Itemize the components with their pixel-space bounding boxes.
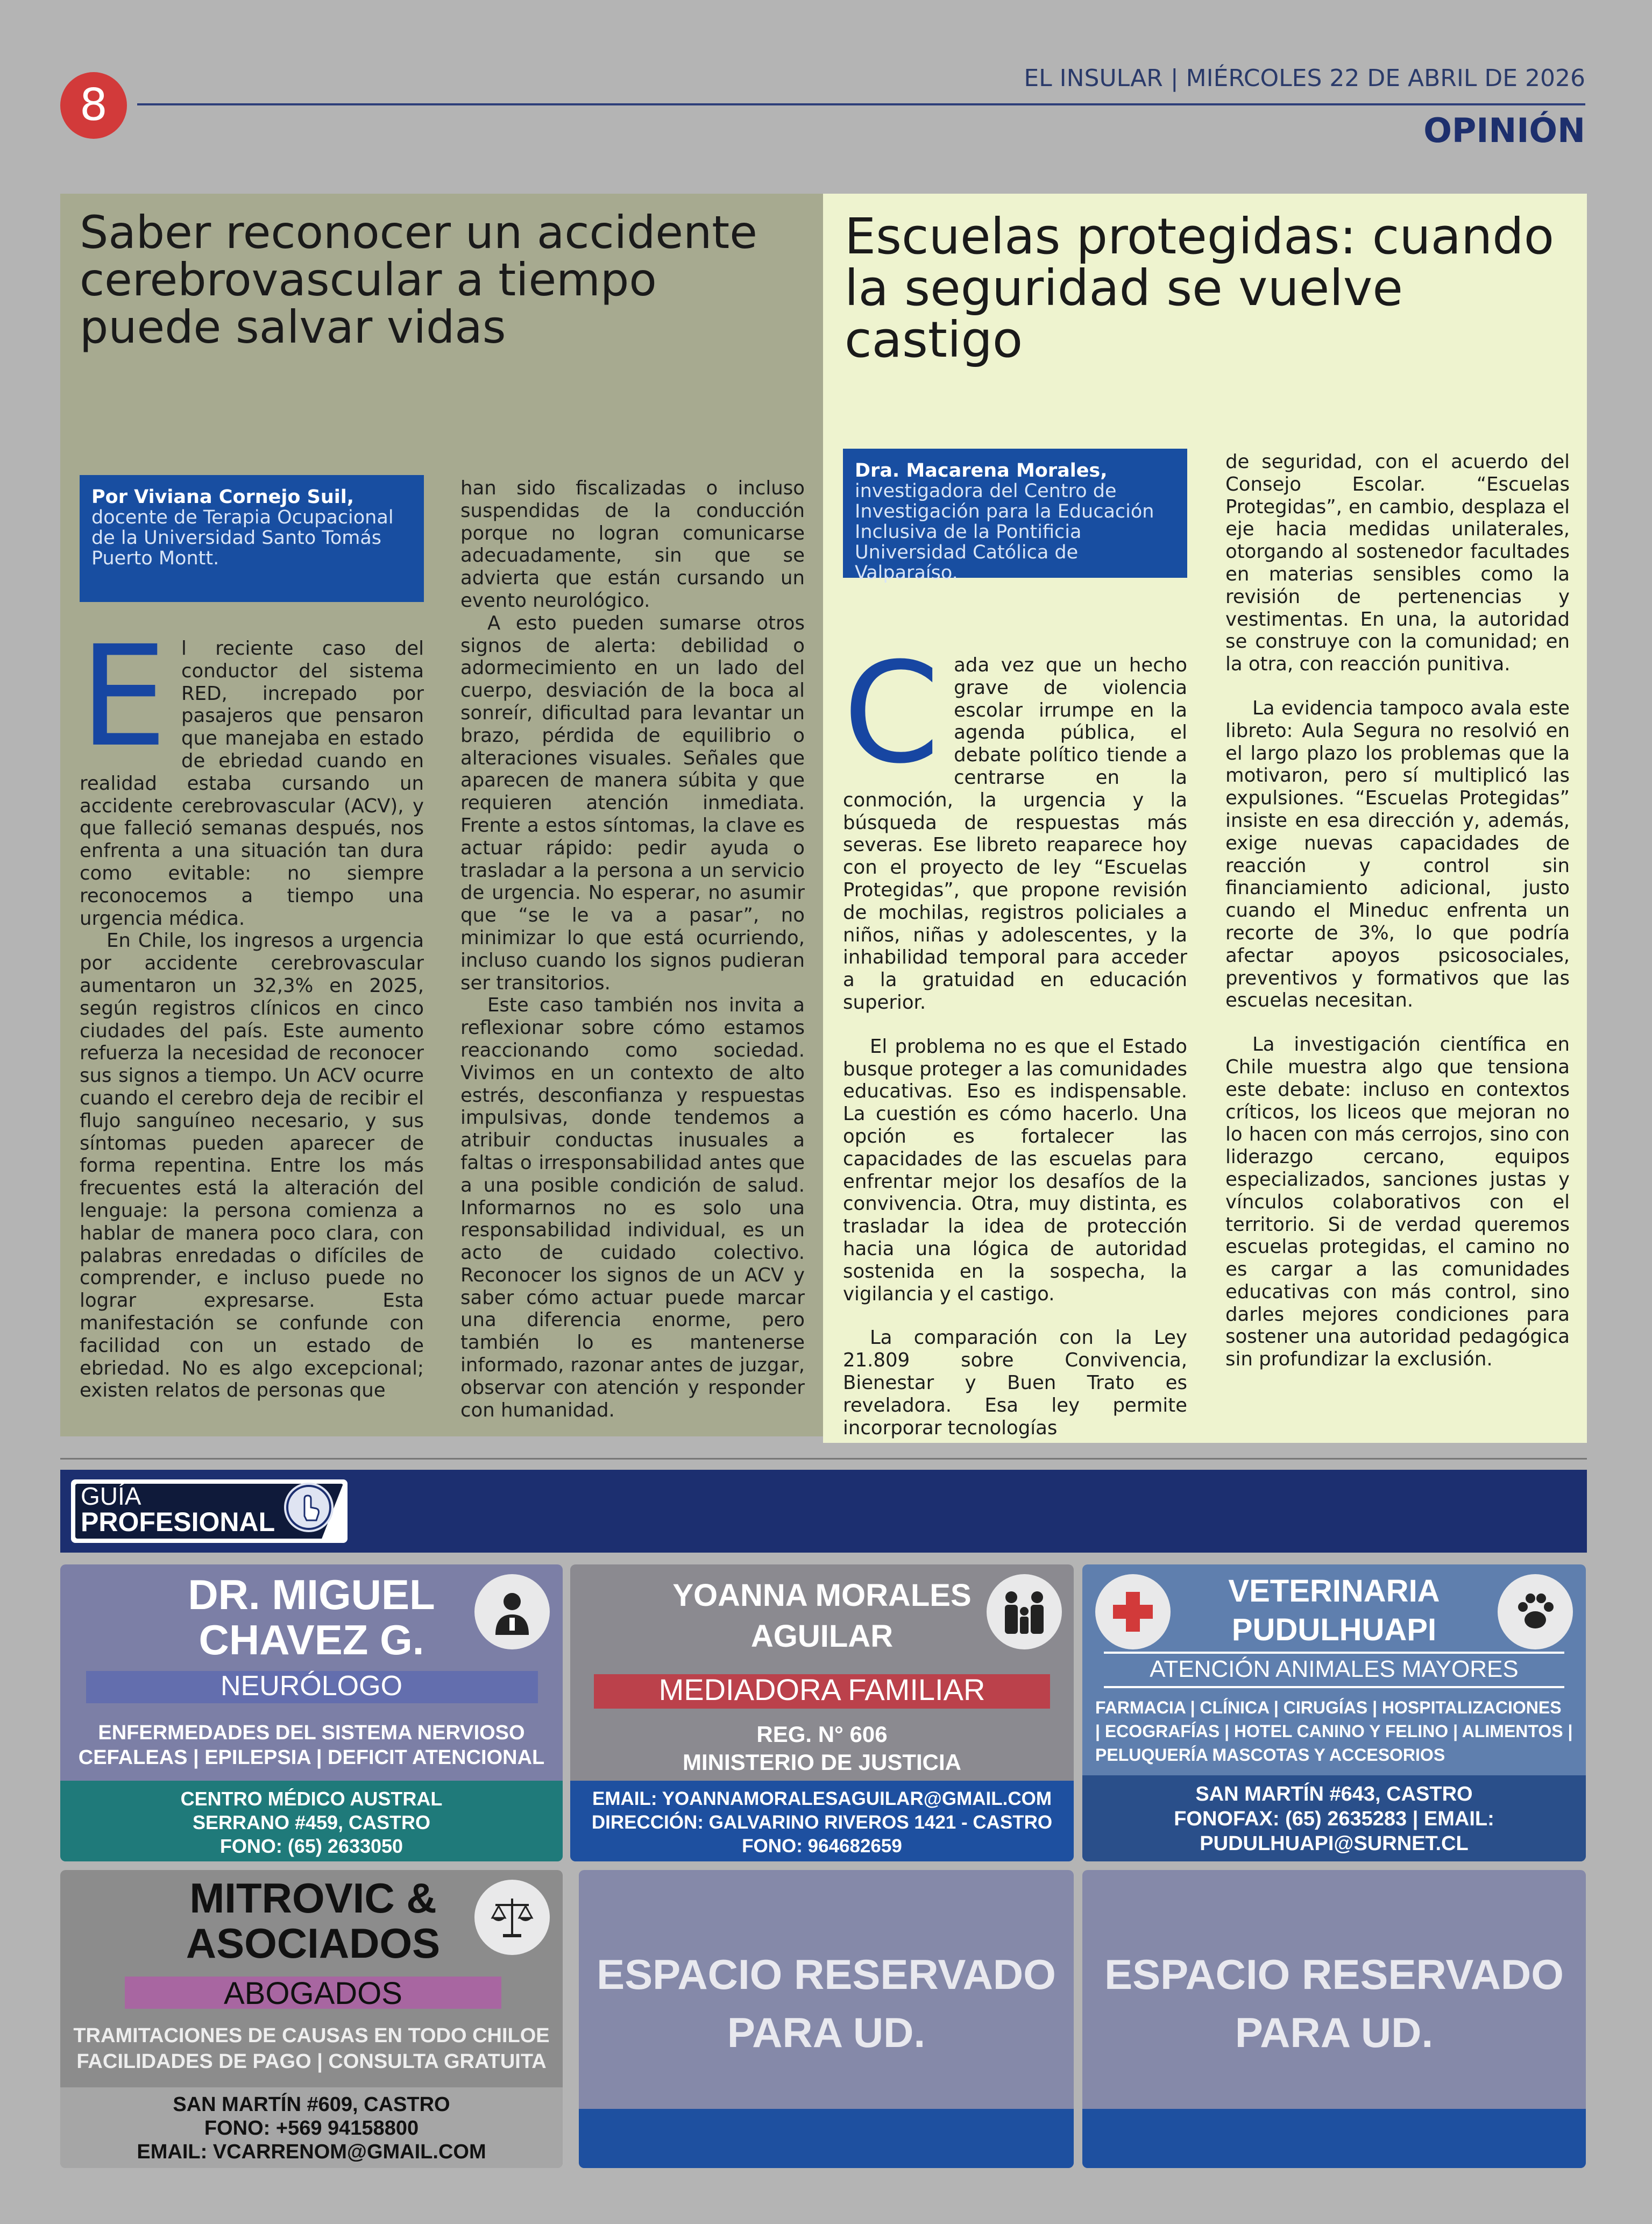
scales-icon bbox=[474, 1880, 550, 1955]
article-stroke bbox=[60, 194, 823, 1436]
ad-contact-line: FONO: 964682659 bbox=[742, 1836, 902, 1857]
paragraph: A esto pueden sumarse otros signos de alerta: debilidad o adormecimiento en un lado del cuerpo, desviación de la boca al sonreír, dificultad para levantar un brazo, pérdida de equilibrio o alteraciones visuales. Señales que aparecen de manera súbita y que requieren atención inmediata. Frente a estos síntomas, la clave es actuar rápido: pedir ayuda o trasladar a la persona a un servicio de urgencia. No esperar, no asumir que “se le va a pasar”, no minimizar lo que está ocurriendo, incluso cuando los signos pudieran ser transitorios. bbox=[460, 612, 805, 994]
ad-description bbox=[570, 1720, 1074, 1776]
drop-cap: C bbox=[843, 633, 940, 794]
ad-contact-line: SAN MARTÍN #609, CASTRO bbox=[173, 2093, 450, 2116]
section-title: OPINIÓN bbox=[1423, 111, 1585, 150]
author-name: Dra. Macarena Morales, bbox=[855, 460, 1108, 481]
paragraph: La evidencia tampoco avala este libreto: Aula Segura no resolvió en el largo plazo los problemas que la motivaron, pero sí multiplicó las expulsiones. “Escuelas Protegidas” insiste en esa dirección y, además, exige nuevas capacidades de reacción y control sin financiamiento adicional, justo cuando el Mineduc enfrenta un recorte de 3%, lo que podría afectar apoyos psicosociales, preventivos y formativos que las escuelas necesitan. bbox=[1225, 697, 1570, 1012]
paragraph: La investigación científica en Chile muestra algo que tensiona este debate: incluso en contextos críticos, los liceos que mejoran no lo hacen con más cerrojos, sino con liderazgo cercano, equipos especializados, sanciones justas y vínculos colaborativos con el territorio. Si de verdad queremos escuelas protegidas, el camino no es cargar a las comunidades educativas con más control, sino darles mejores condiciones para sostener una autoridad pedagógica sin profundizar la exclusión. bbox=[1225, 1033, 1570, 1371]
paragraph: de seguridad, con el acuerdo del Consejo Escolar. “Escuelas Protegidas”, en cambio, desplaza el eje hacia medidas unilaterales, otorgando al sostenedor facultades en materias sensibles como la revisión de pertenencias y vestimentas. En una, la autoridad se construye con la comunidad; en la otra, con reacción punitiva. bbox=[1225, 451, 1570, 676]
ad-description-line: PELUQUERÍA MASCOTAS Y ACCESORIOS bbox=[1095, 1745, 1445, 1765]
ad-name-line: PUDULHUAPI bbox=[1231, 1612, 1437, 1647]
ad-name-line: MITROVIC & bbox=[189, 1874, 437, 1922]
ad-contact bbox=[570, 1781, 1074, 1861]
vet-cross-icon bbox=[1095, 1574, 1171, 1649]
article-column-1 bbox=[843, 633, 1187, 1439]
guide-header-bar bbox=[60, 1470, 1587, 1553]
paw-icon bbox=[1498, 1574, 1573, 1649]
paragraph: ada vez que un hecho grave de violencia escolar irrumpe en la agenda pública, el debate político tiende a centrarse en la conmoción, la urgencia y la búsqueda de respuestas más severas. Ese libreto reaparece hoy con el proyecto de ley “Escuelas Protegidas”, que propone revisión de mochilas, registros policiales a niños, niñas y adolescentes, y la inhabilidad temporal para acceder a la gratuidad en educación superior. bbox=[843, 654, 1187, 1014]
ad-description-line: | ECOGRAFÍAS | HOTEL CANINO Y FELINO | ALIMENTOS | bbox=[1095, 1722, 1573, 1741]
ad-contact-line: EMAIL: YOANNAMORALESAGUILAR@GMAIL.COM bbox=[592, 1788, 1052, 1809]
ad-contact-line: FONOFAX: (65) 2635283 | EMAIL: bbox=[1174, 1808, 1494, 1830]
ad-description-line: TRAMITACIONES DE CAUSAS EN TODO CHILOE bbox=[73, 2024, 550, 2047]
header-rule bbox=[137, 103, 1585, 105]
ad-name-line: CHAVEZ G. bbox=[198, 1616, 424, 1663]
ad-description-line: FARMACIA | CLÍNICA | CIRUGÍAS | HOSPITALIZACIONES bbox=[1095, 1698, 1562, 1717]
ad-contact bbox=[60, 1781, 563, 1861]
hand-pointer-icon bbox=[284, 1483, 334, 1532]
reserved-text: ESPACIO RESERVADO PARA UD. bbox=[1104, 1951, 1564, 2056]
ad-contact-line: CENTRO MÉDICO AUSTRAL bbox=[180, 1788, 443, 1810]
article-column-2 bbox=[460, 477, 805, 1421]
ad-specialty: NEURÓLOGO bbox=[220, 1670, 403, 1702]
reserved-band bbox=[579, 2109, 1074, 2168]
ad-name-line: AGUILAR bbox=[750, 1619, 894, 1654]
ad-card-reserved[interactable] bbox=[579, 1870, 1074, 2168]
ad-specialty: ABOGADOS bbox=[224, 1976, 402, 2011]
ad-contact bbox=[60, 2087, 563, 2168]
ad-name-line: ASOCIADOS bbox=[186, 1920, 441, 1967]
page-number: 8 bbox=[60, 72, 127, 139]
author-byline bbox=[843, 449, 1187, 584]
doctor-icon bbox=[474, 1574, 550, 1649]
ad-contact-line: PUDULHUAPI@SURNET.CL bbox=[1200, 1832, 1469, 1855]
reserved-text: ESPACIO RESERVADO PARA UD. bbox=[597, 1951, 1056, 2056]
ad-card-veterinary[interactable] bbox=[1082, 1564, 1586, 1861]
ad-card-neurologist[interactable] bbox=[60, 1564, 563, 1861]
paragraph: han sido fiscalizadas o incluso suspendidas de la conducción porque no logran comunicarse adecuadamente, sin que se advierta que están cursando un evento neurológico. bbox=[460, 477, 805, 612]
ad-card-lawyers[interactable] bbox=[60, 1870, 563, 2168]
author-name: Por Viviana Cornejo Suil, bbox=[91, 486, 354, 508]
paragraph: En Chile, los ingresos a urgencia por accidente cerebrovascular aumentaron un 32,3% en 2025, según registros clínicos en cinco ciudades del país. Este aumento refuerza la necesidad de reconocer sus signos a tiempo. Un ACV ocurre cuando el cerebro deja de recibir el flujo sanguíneo necesario, y sus síntomas pueden aparecer de forma repentina. Entre los más frecuentes está la alteración del lenguaje: la persona comienza a hablar de manera poco clara, con palabras enredadas o difíciles de comprender, e incluso puede no lograr expresarse. Esta manifestación se confunde con facilidad con un estado de ebriedad. No es algo excepcional; existen relatos de personas que bbox=[80, 930, 424, 1402]
guide-logo-line1: GUÍA bbox=[81, 1482, 141, 1510]
ad-contact-line: DIRECCIÓN: GALVARINO RIVEROS 1421 - CASTRO bbox=[591, 1812, 1053, 1833]
ad-name-line: DR. MIGUEL bbox=[188, 1571, 435, 1618]
ad-description-line: ENFERMEDADES DEL SISTEMA NERVIOSO bbox=[98, 1722, 525, 1744]
ad-description bbox=[60, 1720, 563, 1770]
section-divider bbox=[60, 1458, 1587, 1460]
article-column-1 bbox=[80, 616, 424, 1402]
ad-description-line: REG. N° 606 bbox=[756, 1722, 888, 1747]
article-title: Saber reconocer un accidente cerebrovascular a tiempo puede salvar vidas bbox=[80, 206, 757, 353]
paragraph: Este caso también nos invita a reflexionar sobre cómo estamos reaccionando como sociedad. Vivimos en un contexto de alto estrés, desconfianza y respuestas impulsivas, donde tendemos a atribuir conductas inusuales a faltas o irresponsabilidad antes que a una posible condición de salud. Informarnos no es solo una responsabilidad individual, es un acto de cuidado colectivo. Reconocer los signos de un ACV y saber cómo actuar puede marcar una diferencia enorme, pero también lo es mantenerse informado, razonar antes de juzgar, observar con atención y responder con humanidad. bbox=[460, 994, 805, 1421]
reserved-band bbox=[1082, 2109, 1586, 2168]
ad-description bbox=[1095, 1696, 1574, 1767]
ad-description-line: CEFALEAS | EPILEPSIA | DEFICIT ATENCIONAL bbox=[78, 1746, 545, 1769]
article-title: Escuelas protegidas: cuando la seguridad se vuelve castigo bbox=[845, 208, 1554, 369]
ad-name bbox=[125, 1875, 501, 1966]
author-role: docente de Terapia Ocupacional de la Universidad Santo Tomás Puerto Montt. bbox=[91, 507, 394, 569]
ad-contact-line: EMAIL: VCARRENOM@GMAIL.COM bbox=[137, 2141, 486, 2163]
ad-description-line: FACILIDADES DE PAGO | CONSULTA GRATUITA bbox=[76, 2050, 547, 2073]
article-schools bbox=[823, 194, 1587, 1443]
ad-card-reserved[interactable] bbox=[1082, 1870, 1586, 2168]
paragraph: La comparación con la Ley 21.809 sobre Convivencia, Bienestar y Buen Trato es reveladora. Esa ley permite incorporar tecnologías bbox=[843, 1327, 1187, 1439]
ad-specialty: MEDIADORA FAMILIAR bbox=[658, 1673, 985, 1706]
ad-name-line: YOANNA MORALES bbox=[672, 1578, 972, 1613]
author-byline bbox=[80, 475, 424, 602]
paragraph: El problema no es que el Estado busque proteger a las comunidades educativas. Eso es indispensable. La cuestión es cómo hacerlo. Una opción es fortalecer las capacidades de las escuelas para enfrentar mejor los desafíos de la convivencia. Otra, muy distinta, es trasladar la idea de protección hacia una lógica de autoridad sostenida en la sospecha, la vigilancia y el castigo. bbox=[843, 1035, 1187, 1305]
ad-contact bbox=[1082, 1775, 1586, 1861]
family-icon bbox=[987, 1574, 1062, 1649]
ad-description-line: MINISTERIO DE JUSTICIA bbox=[682, 1750, 962, 1775]
ad-specialty: ATENCIÓN ANIMALES MAYORES bbox=[1150, 1656, 1519, 1682]
article-column-2 bbox=[1225, 451, 1570, 1371]
drop-cap: E bbox=[80, 616, 168, 777]
guide-logo bbox=[71, 1479, 348, 1543]
guide-logo-line2: PROFESIONAL bbox=[81, 1507, 275, 1537]
ad-name-line: VETERINARIA bbox=[1228, 1574, 1440, 1609]
ad-description bbox=[60, 2023, 563, 2074]
ad-contact-line: SAN MARTÍN #643, CASTRO bbox=[1195, 1783, 1473, 1805]
publication-date-line: EL INSULAR | MIÉRCOLES 22 DE ABRIL DE 2026 bbox=[1024, 65, 1585, 92]
author-role: investigadora del Centro de Investigación para la Educación Inclusiva de la Pontificia Universidad Católica de Valparaíso. bbox=[855, 480, 1154, 584]
ad-contact-line: FONO: +569 94158800 bbox=[204, 2117, 419, 2140]
ad-contact-line: FONO: (65) 2633050 bbox=[219, 1835, 403, 1857]
paragraph: l reciente caso del conductor del sistema RED, increpado por pasajeros que pensaron que manejaba en estado de ebriedad cuando en realidad estaba cursando un accidente cerebrovascular (ACV), y que falleció semanas después, nos enfrenta a una situación tan dura como evitable: no siempre reconocemos a tiempo una urgencia médica. bbox=[80, 638, 424, 930]
ad-card-mediator[interactable] bbox=[570, 1564, 1074, 1861]
ad-contact-line: SERRANO #459, CASTRO bbox=[192, 1811, 431, 1833]
